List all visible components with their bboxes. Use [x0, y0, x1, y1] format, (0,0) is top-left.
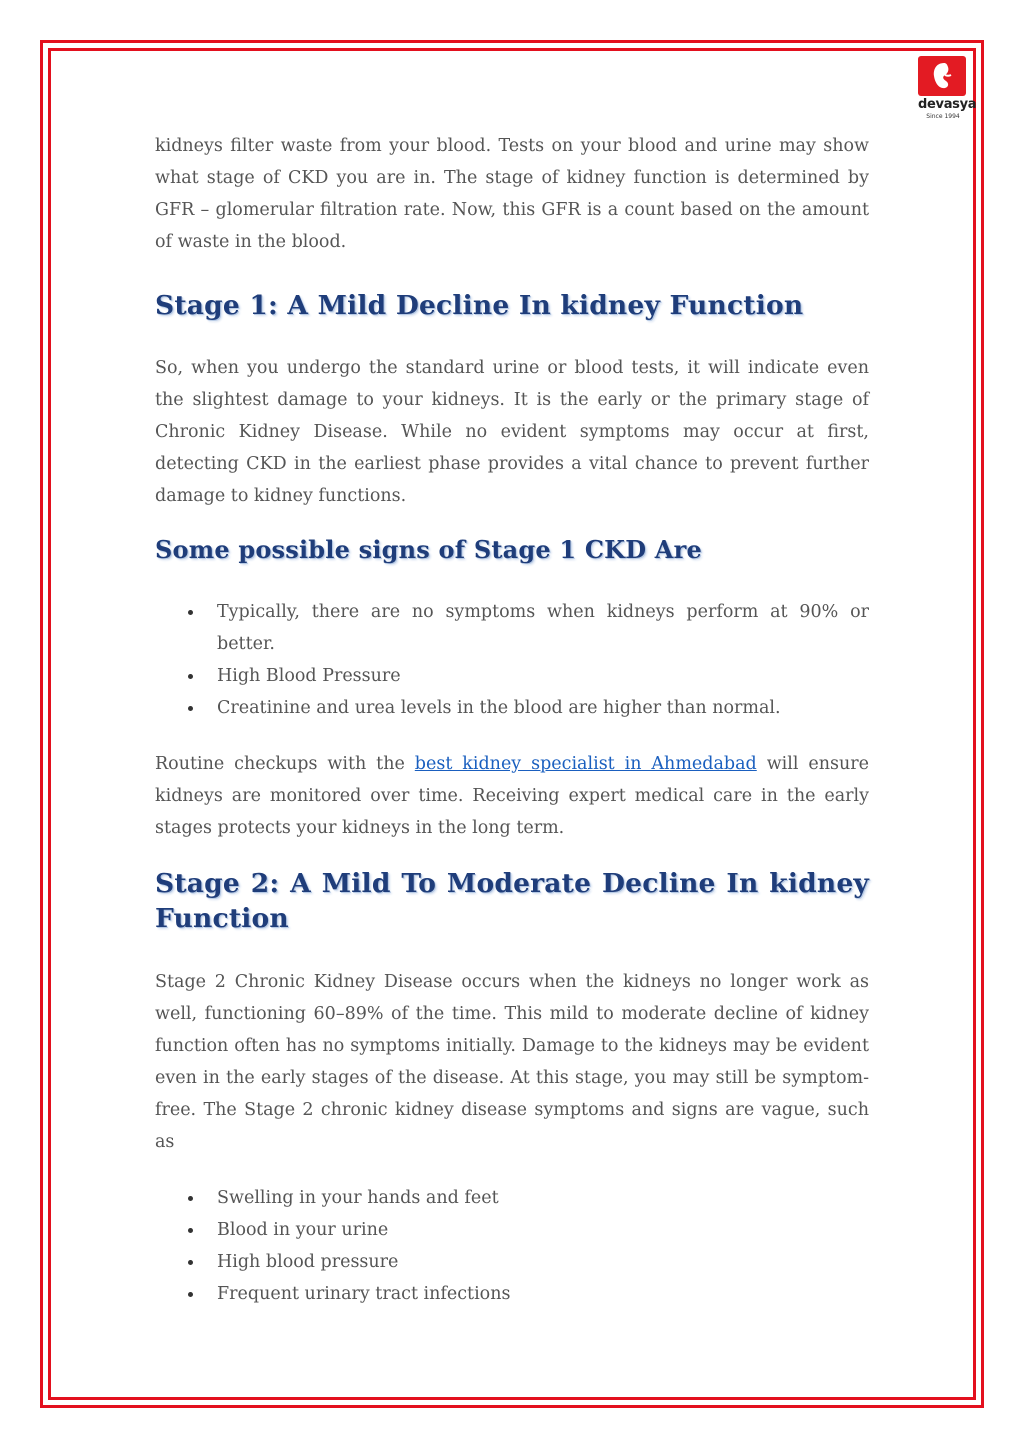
stage2-heading-line2: Function: [155, 903, 289, 934]
routine-paragraph: [155, 748, 869, 844]
routine-text-before: Routine checkups with the: [155, 754, 415, 774]
kidney-icon: [930, 61, 954, 91]
stage2-paragraph: Stage 2 Chronic Kidney Disease occurs when the kidneys no longer work as well, functioning 60–89% of the time. This mild to moderate decline of kidney function often has no symptoms initially. Damage to the kidneys may be evident even in the early stages of the disease. At this stage, you may still be symptom-free. The Stage 2 chronic kidney disease symptoms and signs are vague, such as: [155, 972, 869, 1152]
specialist-link[interactable]: best kidney specialist in Ahmedabad: [414, 754, 757, 774]
list-item: High blood pressure: [217, 1246, 869, 1278]
stage1-heading: Stage 1: A Mild Decline In kidney Function: [155, 290, 804, 321]
list-item: Blood in your urine: [217, 1214, 869, 1246]
list-item: Frequent urinary tract infections: [217, 1278, 869, 1310]
stage2-heading: [155, 866, 869, 936]
signs-list: [155, 596, 869, 724]
devasya-logo: [918, 56, 977, 134]
logo-badge: [918, 56, 966, 96]
intro-paragraph: kidneys filter waste from your blood. Tests on your blood and urine may show what stage of CKD you are in. The stage of kidney function is determined by GFR – glomerular filtration rate. Now, this GFR is a count based on the amount of waste in the blood.: [155, 136, 869, 252]
stage2-symptoms-list: [155, 1182, 869, 1310]
list-item: Typically, there are no symptoms when kidneys perform at 90% or better.: [217, 596, 869, 660]
stage2-heading-line1: Stage 2: A Mild To Moderate Decline In kidney: [155, 868, 869, 899]
logo-since: Since 1994: [926, 113, 960, 120]
document-body: [155, 130, 869, 1310]
signs-heading: Some possible signs of Stage 1 CKD Are: [155, 535, 702, 564]
stage1-paragraph: So, when you undergo the standard urine or blood tests, it will indicate even the slightest damage to your kidneys. It is the early or the primary stage of Chronic Kidney Disease. While no evident symptoms may occur at first, detecting CKD in the earliest phase provides a vital chance to prevent further damage to kidney functions.: [155, 358, 869, 506]
routine-text-after: will ensure kidneys are monitored over time. Receiving expert medical care in the early stages protects your kidneys in the long term.: [155, 754, 869, 838]
list-item: High Blood Pressure: [217, 660, 869, 692]
list-item: Creatinine and urea levels in the blood are higher than normal.: [217, 692, 869, 724]
logo-brand-name: devasya: [918, 97, 977, 112]
list-item: Swelling in your hands and feet: [217, 1182, 869, 1214]
